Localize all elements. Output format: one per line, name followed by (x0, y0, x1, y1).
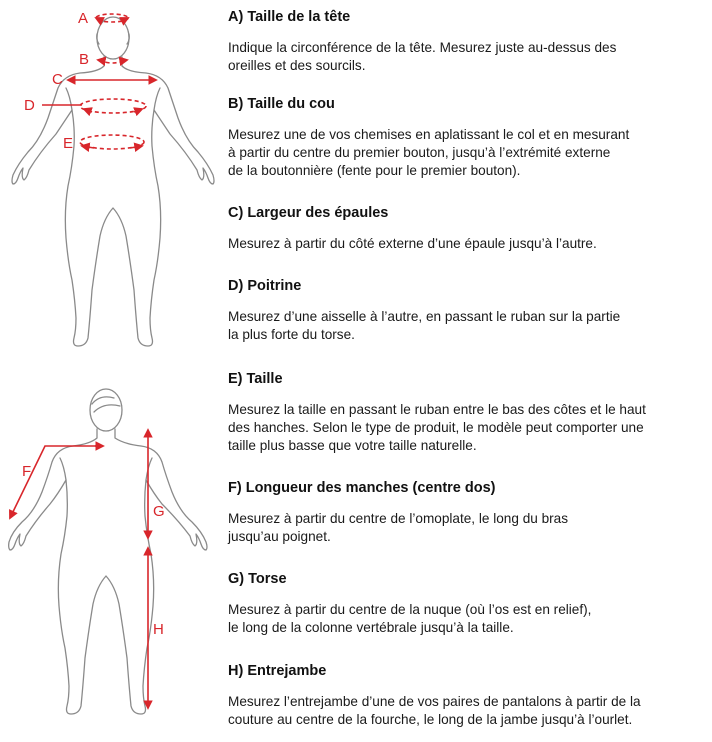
entry-heading: G) Torse (228, 571, 287, 587)
entry-description: Mesurez à partir du centre de la nuque (où l’os est en relief), le long de la colonne vertébrale jusqu’à la taille. (228, 602, 592, 635)
entry-heading: E) Taille (228, 371, 283, 387)
entry-chest (228, 277, 708, 344)
entry-heading: D) Poitrine (228, 278, 302, 294)
entry-neck-size (228, 95, 708, 180)
entry-description: Mesurez l’entrejambe d’une de vos paires de pantalons à partir de la couture au centre de la fourche, le long de la jambe jusqu’à l’ourlet. (228, 694, 641, 727)
label-a: A (78, 10, 89, 27)
entry-description: Indique la circonférence de la tête. Mesurez juste au-dessus des oreilles et des sourcils. (228, 40, 617, 73)
sleeve-measure (10, 446, 101, 518)
entry-waist (228, 370, 708, 455)
entry-heading: H) Entrejambe (228, 663, 327, 679)
entry-head-size (228, 8, 708, 75)
entry-sleeve-length (228, 479, 708, 546)
entry-heading: A) Taille de la tête (228, 9, 351, 25)
entry-description: Mesurez la taille en passant le ruban entre le bas des côtes et le haut des hanches. Selon le type de produit, le modèle peut comporter une taille plus basse que votre taille naturelle. (228, 402, 646, 453)
entry-description: Mesurez une de vos chemises en aplatissant le col et en mesurant à partir du centre du premier bouton, jusqu’à l’extrémité externe de la boutonnière (fente pour le premier bouton). (228, 127, 630, 178)
entry-heading: F) Longueur des manches (centre dos) (228, 480, 496, 496)
back-head (90, 389, 122, 431)
body-figures (0, 0, 215, 742)
entry-torso (228, 570, 708, 637)
label-c: C (52, 71, 63, 88)
entry-shoulder-width (228, 204, 708, 253)
back-figure (9, 389, 207, 714)
label-g: G (153, 503, 165, 520)
label-f: F (22, 463, 32, 480)
label-d: D (24, 97, 35, 114)
front-head (97, 17, 129, 59)
entry-description: Mesurez à partir du centre de l’omoplate, le long du bras jusqu’au poignet. (228, 511, 569, 544)
entry-inseam (228, 662, 708, 729)
label-b: B (79, 51, 90, 68)
front-body-outline (12, 57, 214, 346)
entry-description: Mesurez d’une aisselle à l’autre, en passant le ruban sur la partie la plus forte du torse. (228, 309, 621, 342)
entry-heading: B) Taille du cou (228, 96, 335, 112)
head-measure-loop (96, 14, 128, 22)
label-e: E (63, 135, 74, 152)
entry-heading: C) Largeur des épaules (228, 205, 389, 221)
front-figure (12, 17, 214, 346)
entry-description: Mesurez à partir du côté externe d’une épaule jusqu’à l’autre. (228, 236, 597, 251)
label-h: H (153, 621, 164, 638)
back-body-outline (9, 429, 207, 714)
